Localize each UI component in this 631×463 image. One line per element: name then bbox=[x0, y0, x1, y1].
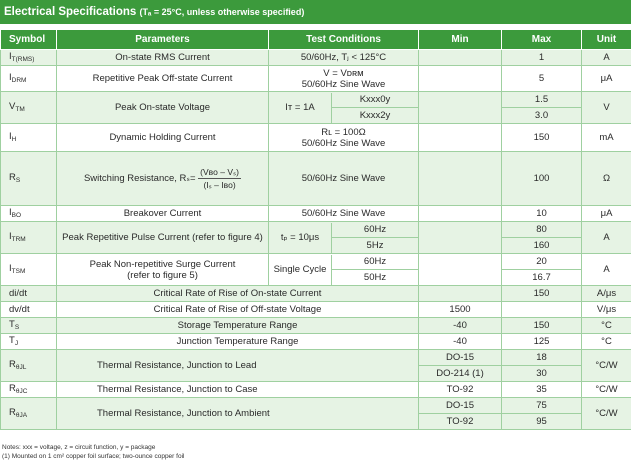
electrical-specifications-table bbox=[0, 29, 631, 430]
package-cell: DO-214 (1) bbox=[419, 366, 502, 382]
table-row bbox=[1, 124, 631, 152]
parameter-cell: Thermal Resistance, Junction to Ambient bbox=[57, 398, 419, 430]
condition-cell: Iᴛ = 1A Kxxx0y Kxxx2y bbox=[269, 92, 419, 124]
min-cell bbox=[419, 124, 502, 152]
symbol-cell: $I_{BO}$ bbox=[1, 206, 57, 222]
unit-cell: °C/W bbox=[582, 350, 631, 382]
table-row bbox=[1, 50, 631, 66]
unit-cell: °C bbox=[582, 334, 631, 350]
package-cell: TO-92 bbox=[419, 382, 502, 398]
parameter-cell: Peak On-state Voltage bbox=[57, 92, 269, 124]
table-row bbox=[1, 398, 631, 414]
table-row bbox=[1, 286, 631, 302]
max-cell: 3.0 bbox=[502, 108, 582, 124]
unit-cell: °C/W bbox=[582, 382, 631, 398]
condition-cell: Single Cycle 60Hz 50Hz bbox=[269, 254, 419, 286]
header-test-conditions: Test Conditions bbox=[269, 30, 419, 50]
max-cell: 95 bbox=[502, 414, 582, 430]
package-cell: DO-15 bbox=[419, 398, 502, 414]
header-parameters: Parameters bbox=[57, 30, 269, 50]
unit-cell: A bbox=[582, 222, 631, 254]
max-cell: 1 bbox=[502, 50, 582, 66]
symbol-cell: $R_{\theta JA}$ bbox=[1, 398, 57, 430]
table-notes bbox=[2, 443, 184, 461]
max-cell: 35 bbox=[502, 382, 582, 398]
max-cell: 75 bbox=[502, 398, 582, 414]
parameter-cell: Thermal Resistance, Junction to Lead bbox=[57, 350, 419, 382]
min-cell bbox=[419, 92, 502, 124]
table-row bbox=[1, 302, 631, 318]
condition-cell: V = Vᴅʀᴍ 50/60Hz Sine Wave bbox=[269, 66, 419, 92]
symbol-cell: dv/dt bbox=[1, 302, 57, 318]
min-cell: -40 bbox=[419, 334, 502, 350]
switching-resistance-formula: $\frac{\text{(Vʙᴏ – Vₛ)}}{\text{(Iₛ – Iʙᴏ)}}$ bbox=[200, 167, 240, 190]
parameter-cell: Dynamic Holding Current bbox=[57, 124, 269, 152]
symbol-cell: $T_S$ bbox=[1, 318, 57, 334]
symbol-cell: $R_S$ bbox=[1, 152, 57, 206]
max-cell: 18 bbox=[502, 350, 582, 366]
condition-cell: 50/60Hz, Tⱼ < 125°C bbox=[269, 50, 419, 66]
symbol-cell: $R_{\theta JL}$ bbox=[1, 350, 57, 382]
header-max: Max bbox=[502, 30, 582, 50]
symbol-cell: $I_{DRM}$ bbox=[1, 66, 57, 92]
package-cell: TO-92 bbox=[419, 414, 502, 430]
section-title-text: Electrical Specifications bbox=[4, 6, 137, 18]
notes-line: Notes: xxx = voltage, z = circuit function, y = package bbox=[2, 444, 156, 451]
max-cell: 150 bbox=[502, 124, 582, 152]
parameter-cell: Storage Temperature Range bbox=[57, 318, 419, 334]
symbol-cell: di/dt bbox=[1, 286, 57, 302]
unit-cell: V bbox=[582, 92, 631, 124]
min-cell bbox=[419, 50, 502, 66]
parameter-cell: Switching Resistance, Rₛ= $\frac{\text{(Vʙᴏ – Vₛ)}}{\text{(Iₛ – Iʙᴏ)}}$ bbox=[57, 152, 269, 206]
min-cell: 1500 bbox=[419, 302, 502, 318]
unit-cell: °C/W bbox=[582, 398, 631, 430]
min-cell: -40 bbox=[419, 318, 502, 334]
table-row bbox=[1, 222, 631, 238]
table-row bbox=[1, 334, 631, 350]
min-cell bbox=[419, 152, 502, 206]
parameter-cell: Critical Rate of Rise of On-state Current bbox=[57, 286, 419, 302]
parameter-cell: Peak Repetitive Pulse Current (refer to figure 4) bbox=[57, 222, 269, 254]
header-symbol: Symbol bbox=[1, 30, 57, 50]
max-cell: 5 bbox=[502, 66, 582, 92]
unit-cell: °C bbox=[582, 318, 631, 334]
max-cell: 160 bbox=[502, 238, 582, 254]
package-cell: DO-15 bbox=[419, 350, 502, 366]
max-cell: 80 bbox=[502, 222, 582, 238]
max-cell: 30 bbox=[502, 366, 582, 382]
table-row bbox=[1, 318, 631, 334]
unit-cell: A/μs bbox=[582, 286, 631, 302]
table-row bbox=[1, 152, 631, 206]
header-unit: Unit bbox=[582, 30, 631, 50]
min-cell bbox=[419, 206, 502, 222]
symbol-cell: $I_H$ bbox=[1, 124, 57, 152]
table-header-row bbox=[1, 30, 631, 50]
max-cell: 150 bbox=[502, 318, 582, 334]
min-cell bbox=[419, 66, 502, 92]
symbol-cell: $I_{T(RMS)}$ bbox=[1, 50, 57, 66]
parameter-cell: Critical Rate of Rise of Off-state Voltage bbox=[57, 302, 419, 318]
min-cell bbox=[419, 254, 502, 286]
parameter-cell: Junction Temperature Range bbox=[57, 334, 419, 350]
parameter-cell: Peak Non-repetitive Surge Current (refer to figure 5) bbox=[57, 254, 269, 286]
section-title-condition: (Tₐ = 25°C, unless otherwise specified) bbox=[139, 7, 305, 17]
table-row bbox=[1, 254, 631, 270]
unit-cell: Ω bbox=[582, 152, 631, 206]
condition-cell: 50/60Hz Sine Wave bbox=[269, 152, 419, 206]
header-min: Min bbox=[419, 30, 502, 50]
table-row bbox=[1, 350, 631, 366]
parameter-cell: Repetitive Peak Off-state Current bbox=[57, 66, 269, 92]
max-cell: 125 bbox=[502, 334, 582, 350]
unit-cell: A bbox=[582, 50, 631, 66]
table-row bbox=[1, 382, 631, 398]
symbol-cell: $I_{TRM}$ bbox=[1, 222, 57, 254]
max-cell bbox=[502, 302, 582, 318]
table-row bbox=[1, 92, 631, 108]
max-cell: 150 bbox=[502, 286, 582, 302]
condition-cell: 50/60Hz Sine Wave bbox=[269, 206, 419, 222]
parameter-cell: Breakover Current bbox=[57, 206, 269, 222]
unit-cell: mA bbox=[582, 124, 631, 152]
max-cell: 10 bbox=[502, 206, 582, 222]
max-cell: 16.7 bbox=[502, 270, 582, 286]
max-cell: 1.5 bbox=[502, 92, 582, 108]
table-row bbox=[1, 66, 631, 92]
min-cell bbox=[419, 222, 502, 254]
unit-cell: μA bbox=[582, 206, 631, 222]
unit-cell: A bbox=[582, 254, 631, 286]
condition-cell: tₚ = 10μs 60Hz 5Hz bbox=[269, 222, 419, 254]
min-cell bbox=[419, 286, 502, 302]
symbol-cell: $I_{TSM}$ bbox=[1, 254, 57, 286]
symbol-cell: $V_{TM}$ bbox=[1, 92, 57, 124]
symbol-cell: $T_J$ bbox=[1, 334, 57, 350]
parameter-cell: Thermal Resistance, Junction to Case bbox=[57, 382, 419, 398]
table-row bbox=[1, 206, 631, 222]
section-title bbox=[0, 0, 631, 24]
symbol-cell: $R_{\theta JC}$ bbox=[1, 382, 57, 398]
unit-cell: V/μs bbox=[582, 302, 631, 318]
max-cell: 100 bbox=[502, 152, 582, 206]
max-cell: 20 bbox=[502, 254, 582, 270]
parameter-cell: On-state RMS Current bbox=[57, 50, 269, 66]
notes-line: (1) Mounted on 1 cm² copper foil surface; two-ounce copper foil bbox=[2, 453, 185, 460]
unit-cell: μA bbox=[582, 66, 631, 92]
condition-cell: Rʟ = 100Ω 50/60Hz Sine Wave bbox=[269, 124, 419, 152]
